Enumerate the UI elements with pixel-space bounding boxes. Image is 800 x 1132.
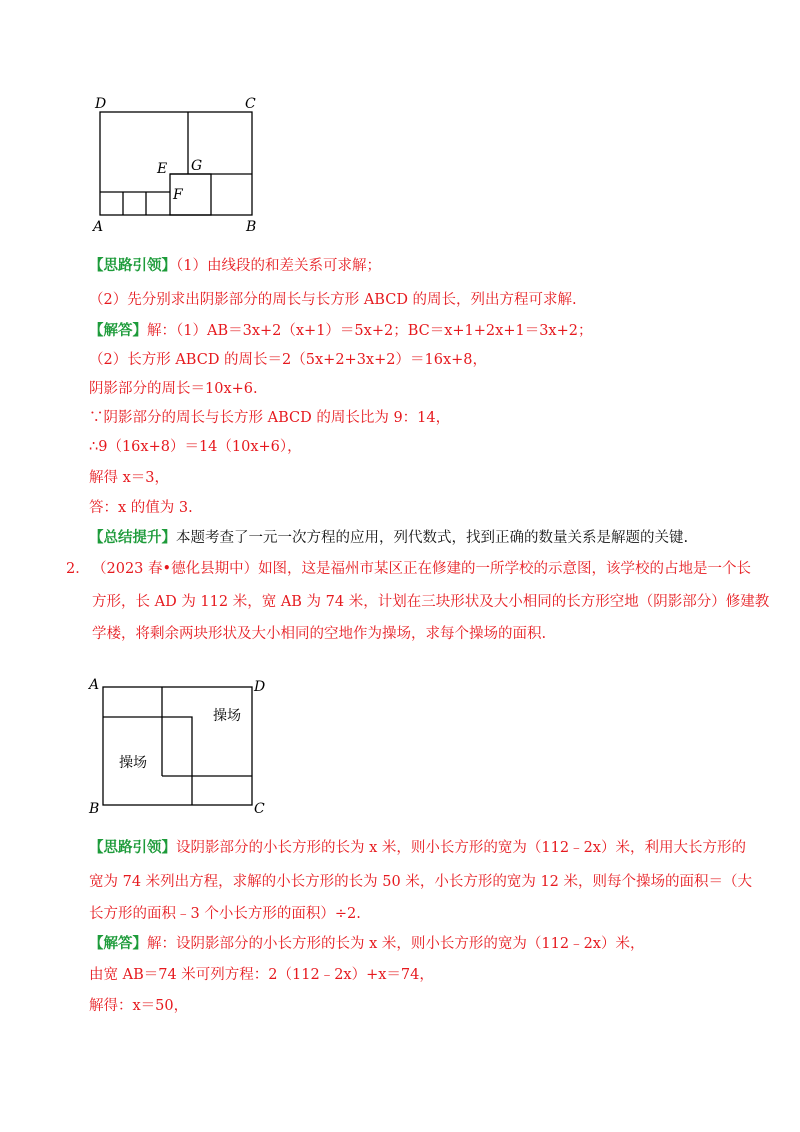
- answer-line-4: ∵阴影部分的周长与长方形 ABCD 的周长比为 9：14，: [89, 410, 451, 426]
- label-b-2: B: [89, 801, 100, 817]
- label-b: B: [246, 219, 257, 235]
- answer-line-5: ∴9（16x+8）＝14（10x+6），: [89, 439, 302, 455]
- answer-line-2: （2）长方形 ABCD 的周长＝2（5x+2+3x+2）＝16x+8，: [89, 352, 487, 368]
- hint2-line-1: [89, 838, 746, 858]
- problem-line-3: 学楼，将剩余两块形状及大小相同的空地作为操场，求每个操场的面积.: [92, 626, 547, 642]
- outer-rectangle-2: [103, 687, 252, 805]
- hint-text-1: （1）由线段的和差关系可求解；: [176, 258, 381, 274]
- answer2-text-1: 解：设阴影部分的小长方形的长为 x 米，则小长方形的宽为（112﹣2x）米，: [147, 936, 645, 952]
- label-a-2: A: [89, 677, 100, 693]
- summary-line: [89, 528, 688, 548]
- field-label-top-right: 操场: [213, 708, 241, 724]
- label-g: G: [191, 158, 203, 174]
- answer-line-7: 答：x 的值为 3.: [89, 500, 193, 516]
- problem-line-1: （2023 春•德化县期中）如图，这是福州市某区正在修建的一所学校的示意图，该学校的占地是一个长: [92, 561, 752, 577]
- figure-rectangle-abcd: [0, 0, 800, 250]
- label-d-2: D: [254, 679, 266, 695]
- label-e: E: [157, 161, 168, 177]
- label-c-2: C: [254, 801, 265, 817]
- problem-line-2: 方形，长 AD 为 112 米，宽 AB 为 74 米，计划在三块形状及大小相同的长方形空地（阴影部分）修建教: [92, 594, 770, 610]
- figure-school-layout: [0, 670, 800, 830]
- summary-text: 本题考查了一元一次方程的应用，列代数式，找到正确的数量关系是解题的关键.: [176, 530, 689, 546]
- answer-line-6: 解得 x＝3，: [89, 470, 170, 486]
- label-f: F: [173, 187, 183, 203]
- hint2-line-2: 宽为 74 米列出方程，求解的小长方形的长为 50 米，小长方形的宽为 12 米，则每个操场的面积＝（大: [89, 874, 753, 890]
- field-label-bottom-left: 操场: [119, 755, 147, 771]
- hint2-text-1: 设阴影部分的小长方形的长为 x 米，则小长方形的宽为（112﹣2x）米，利用大长方形的: [176, 840, 746, 856]
- answer2-line-2: 由宽 AB＝74 米可列方程：2（112﹣2x）+x＝74，: [89, 967, 434, 983]
- hint2-tag: 【思路引领】: [89, 839, 176, 856]
- answer-line-3: 阴影部分的周长＝10x+6.: [89, 381, 258, 397]
- hint2-line-3: 长方形的面积﹣3 个小长方形的面积）÷2.: [89, 906, 361, 922]
- label-a: A: [93, 219, 104, 235]
- hint-line-1: [89, 256, 381, 276]
- shaded-rect-2: [162, 717, 192, 805]
- problem-number: 2．: [66, 561, 90, 577]
- label-d: D: [95, 96, 107, 112]
- answer-tag: 【解答】: [89, 322, 147, 339]
- answer-line-1: [89, 321, 593, 341]
- hint-tag: 【思路引领】: [89, 257, 176, 274]
- hint-line-2: （2）先分别求出阴影部分的周长与长方形 ABCD 的周长，列出方程可求解.: [89, 292, 577, 308]
- label-c: C: [245, 96, 256, 112]
- answer2-line-1: [89, 934, 644, 954]
- answer2-line-3: 解得：x＝50，: [89, 998, 189, 1014]
- answer-text-1: 解：（1）AB＝3x+2（x+1）＝5x+2；BC＝x+1+2x+1＝3x+2；: [147, 323, 593, 339]
- summary-tag: 【总结提升】: [89, 529, 176, 546]
- answer2-tag: 【解答】: [89, 935, 147, 952]
